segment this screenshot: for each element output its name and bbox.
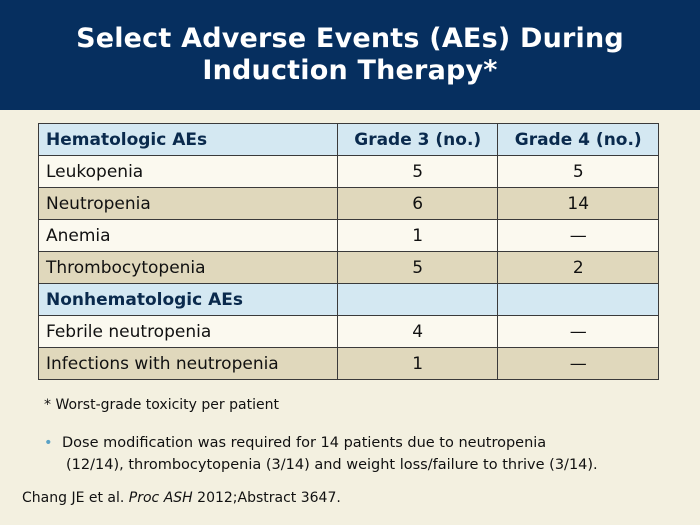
table-row xyxy=(39,316,659,348)
grade-3-count: 1 xyxy=(337,220,498,252)
slide-title-line1: Select Adverse Events (AEs) During xyxy=(76,23,624,54)
citation-details: 2012;Abstract 3647. xyxy=(197,490,341,506)
grade-4-count: — xyxy=(498,220,659,252)
title-banner xyxy=(0,0,700,110)
grade-3-count: 6 xyxy=(337,188,498,220)
grade-4-count: — xyxy=(498,316,659,348)
table-row xyxy=(39,252,659,284)
event-name: Leukopenia xyxy=(39,156,338,188)
header-hematologic-aes: Hematologic AEs xyxy=(39,124,338,156)
header-grade-4: Grade 4 (no.) xyxy=(498,124,659,156)
slide-title-line2: Induction Therapy* xyxy=(202,55,498,86)
event-name: Thrombocytopenia xyxy=(39,252,338,284)
table-subheader-row xyxy=(39,284,659,316)
table-header-row xyxy=(39,124,659,156)
grade-4-count: 5 xyxy=(498,156,659,188)
event-name: Neutropenia xyxy=(39,188,338,220)
header-grade-3: Grade 3 (no.) xyxy=(337,124,498,156)
event-name: Febrile neutropenia xyxy=(39,316,338,348)
grade-4-count: 14 xyxy=(498,188,659,220)
footnote: * Worst-grade toxicity per patient xyxy=(44,397,279,413)
citation-journal: Proc ASH xyxy=(128,490,193,506)
event-name: Anemia xyxy=(39,220,338,252)
event-name: Infections with neutropenia xyxy=(39,348,338,380)
bullet-dot-icon: • xyxy=(44,435,53,451)
table-row xyxy=(39,188,659,220)
grade-3-count: 5 xyxy=(337,252,498,284)
subheader-empty-cell xyxy=(337,284,498,316)
table-row xyxy=(39,348,659,380)
bullet-text-line1: Dose modification was required for 14 patients due to neutropenia xyxy=(62,435,547,451)
grade-3-count: 1 xyxy=(337,348,498,380)
grade-4-count: 2 xyxy=(498,252,659,284)
table-row xyxy=(39,156,659,188)
grade-3-count: 5 xyxy=(337,156,498,188)
bullet-text-line2: (12/14), thrombocytopenia (3/14) and weight loss/failure to thrive (3/14). xyxy=(66,457,598,473)
slide-title xyxy=(50,23,650,87)
grade-4-count: — xyxy=(498,348,659,380)
adverse-events-table xyxy=(38,123,659,380)
citation xyxy=(22,490,341,506)
citation-authors: Chang JE et al. xyxy=(22,490,125,506)
table-row xyxy=(39,220,659,252)
subheader-empty-cell xyxy=(498,284,659,316)
grade-3-count: 4 xyxy=(337,316,498,348)
subheader-nonhematologic-aes: Nonhematologic AEs xyxy=(39,284,338,316)
